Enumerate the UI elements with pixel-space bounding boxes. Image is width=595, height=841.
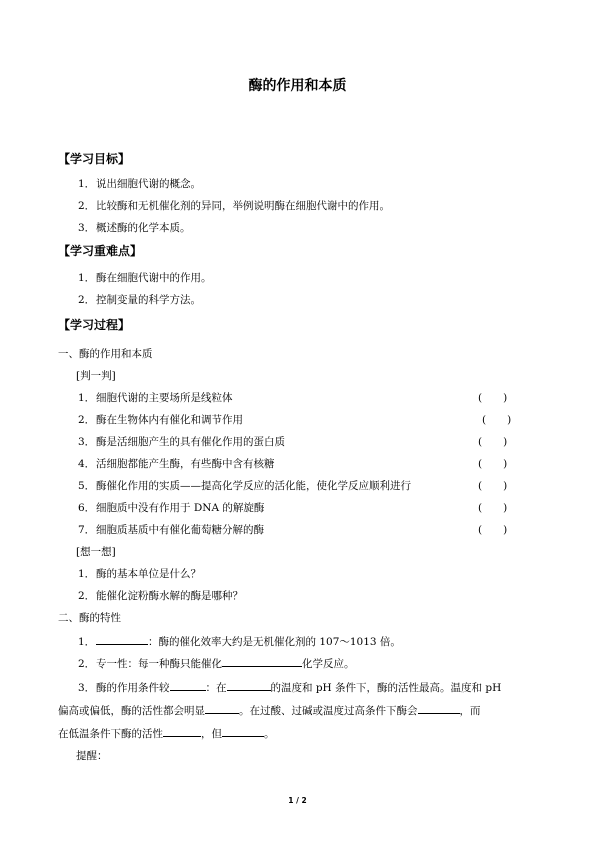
fill-blank[interactable] [418, 703, 460, 714]
part2-title: 二、酶的特性 [58, 612, 121, 624]
answer-paren[interactable]: ( ) [478, 502, 508, 514]
trait-item: 3．酶的作用条件较 ：在 的温度和 pH 条件下，酶的活性最高。温度和 pH [78, 682, 502, 694]
fill-blank[interactable] [227, 680, 271, 691]
process-heading: 【学习过程】 [58, 318, 131, 332]
part1-title: 一、酶的作用和本质 [58, 348, 153, 360]
goal-item: 2．比较酶和无机催化剂的异同，举例说明酶在细胞代谢中的作用。 [78, 200, 390, 212]
trait-item-continued: 偏高或偏低，酶的活性都会明显 。在过酸、过碱或温度过高条件下酶会 ，而 [58, 705, 481, 717]
fill-blank[interactable] [205, 703, 239, 714]
answer-paren[interactable]: ( ) [478, 458, 508, 470]
judge-item: 1．细胞代谢的主要场所是线粒体 [78, 392, 233, 404]
judge-item: 3．酶是活细胞产生的具有催化作用的蛋白质 [78, 436, 285, 448]
page-number: 1 / 2 [288, 796, 307, 805]
goal-item: 3．概述酶的化学本质。 [78, 222, 191, 234]
page-title: 酶的作用和本质 [248, 78, 347, 94]
key-points-heading: 【学习重难点】 [58, 244, 143, 258]
judge-item: 4．活细胞都能产生酶，有些酶中含有核糖 [78, 458, 275, 470]
judge-label: [判一判] [76, 370, 116, 382]
key-item: 2．控制变量的科学方法。 [78, 294, 201, 306]
key-item: 1．酶在细胞代谢中的作用。 [78, 272, 212, 284]
trait-item: 2．专一性：每一种酶只能催化 化学反应。 [78, 658, 355, 670]
think-item: 2．能催化淀粉酶水解的酶是哪种？ [78, 590, 243, 602]
trait-item: 1． ：酶的催化效率大约是无机催化剂的 107～1013 倍。 [78, 636, 401, 648]
answer-paren[interactable]: ( ) [478, 480, 508, 492]
reminder-label: 提醒： [76, 750, 108, 762]
judge-item: 7．细胞质基质中有催化葡萄糖分解的酶 [78, 524, 264, 536]
answer-paren[interactable]: ( ) [478, 436, 508, 448]
answer-paren[interactable]: ( ) [482, 414, 512, 426]
fill-blank[interactable] [222, 656, 302, 667]
fill-blank[interactable] [170, 680, 206, 691]
think-item: 1．酶的基本单位是什么？ [78, 568, 201, 580]
goal-item: 1．说出细胞代谢的概念。 [78, 178, 201, 190]
fill-blank[interactable] [222, 726, 264, 737]
goals-heading: 【学习目标】 [58, 152, 131, 166]
judge-item: 5．酶催化作用的实质——提高化学反应的活化能，使化学反应顺利进行 [78, 480, 411, 492]
judge-item: 6．细胞质中没有作用于 DNA 的解旋酶 [78, 502, 265, 514]
fill-blank[interactable] [96, 634, 148, 645]
answer-paren[interactable]: ( ) [478, 524, 508, 536]
fill-blank[interactable] [163, 726, 201, 737]
trait-item-continued: 在低温条件下酶的活性 ，但 。 [58, 728, 275, 740]
think-label: [想一想] [76, 546, 116, 558]
judge-item: 2．酶在生物体内有催化和调节作用 [78, 414, 243, 426]
answer-paren[interactable]: ( ) [478, 392, 508, 404]
